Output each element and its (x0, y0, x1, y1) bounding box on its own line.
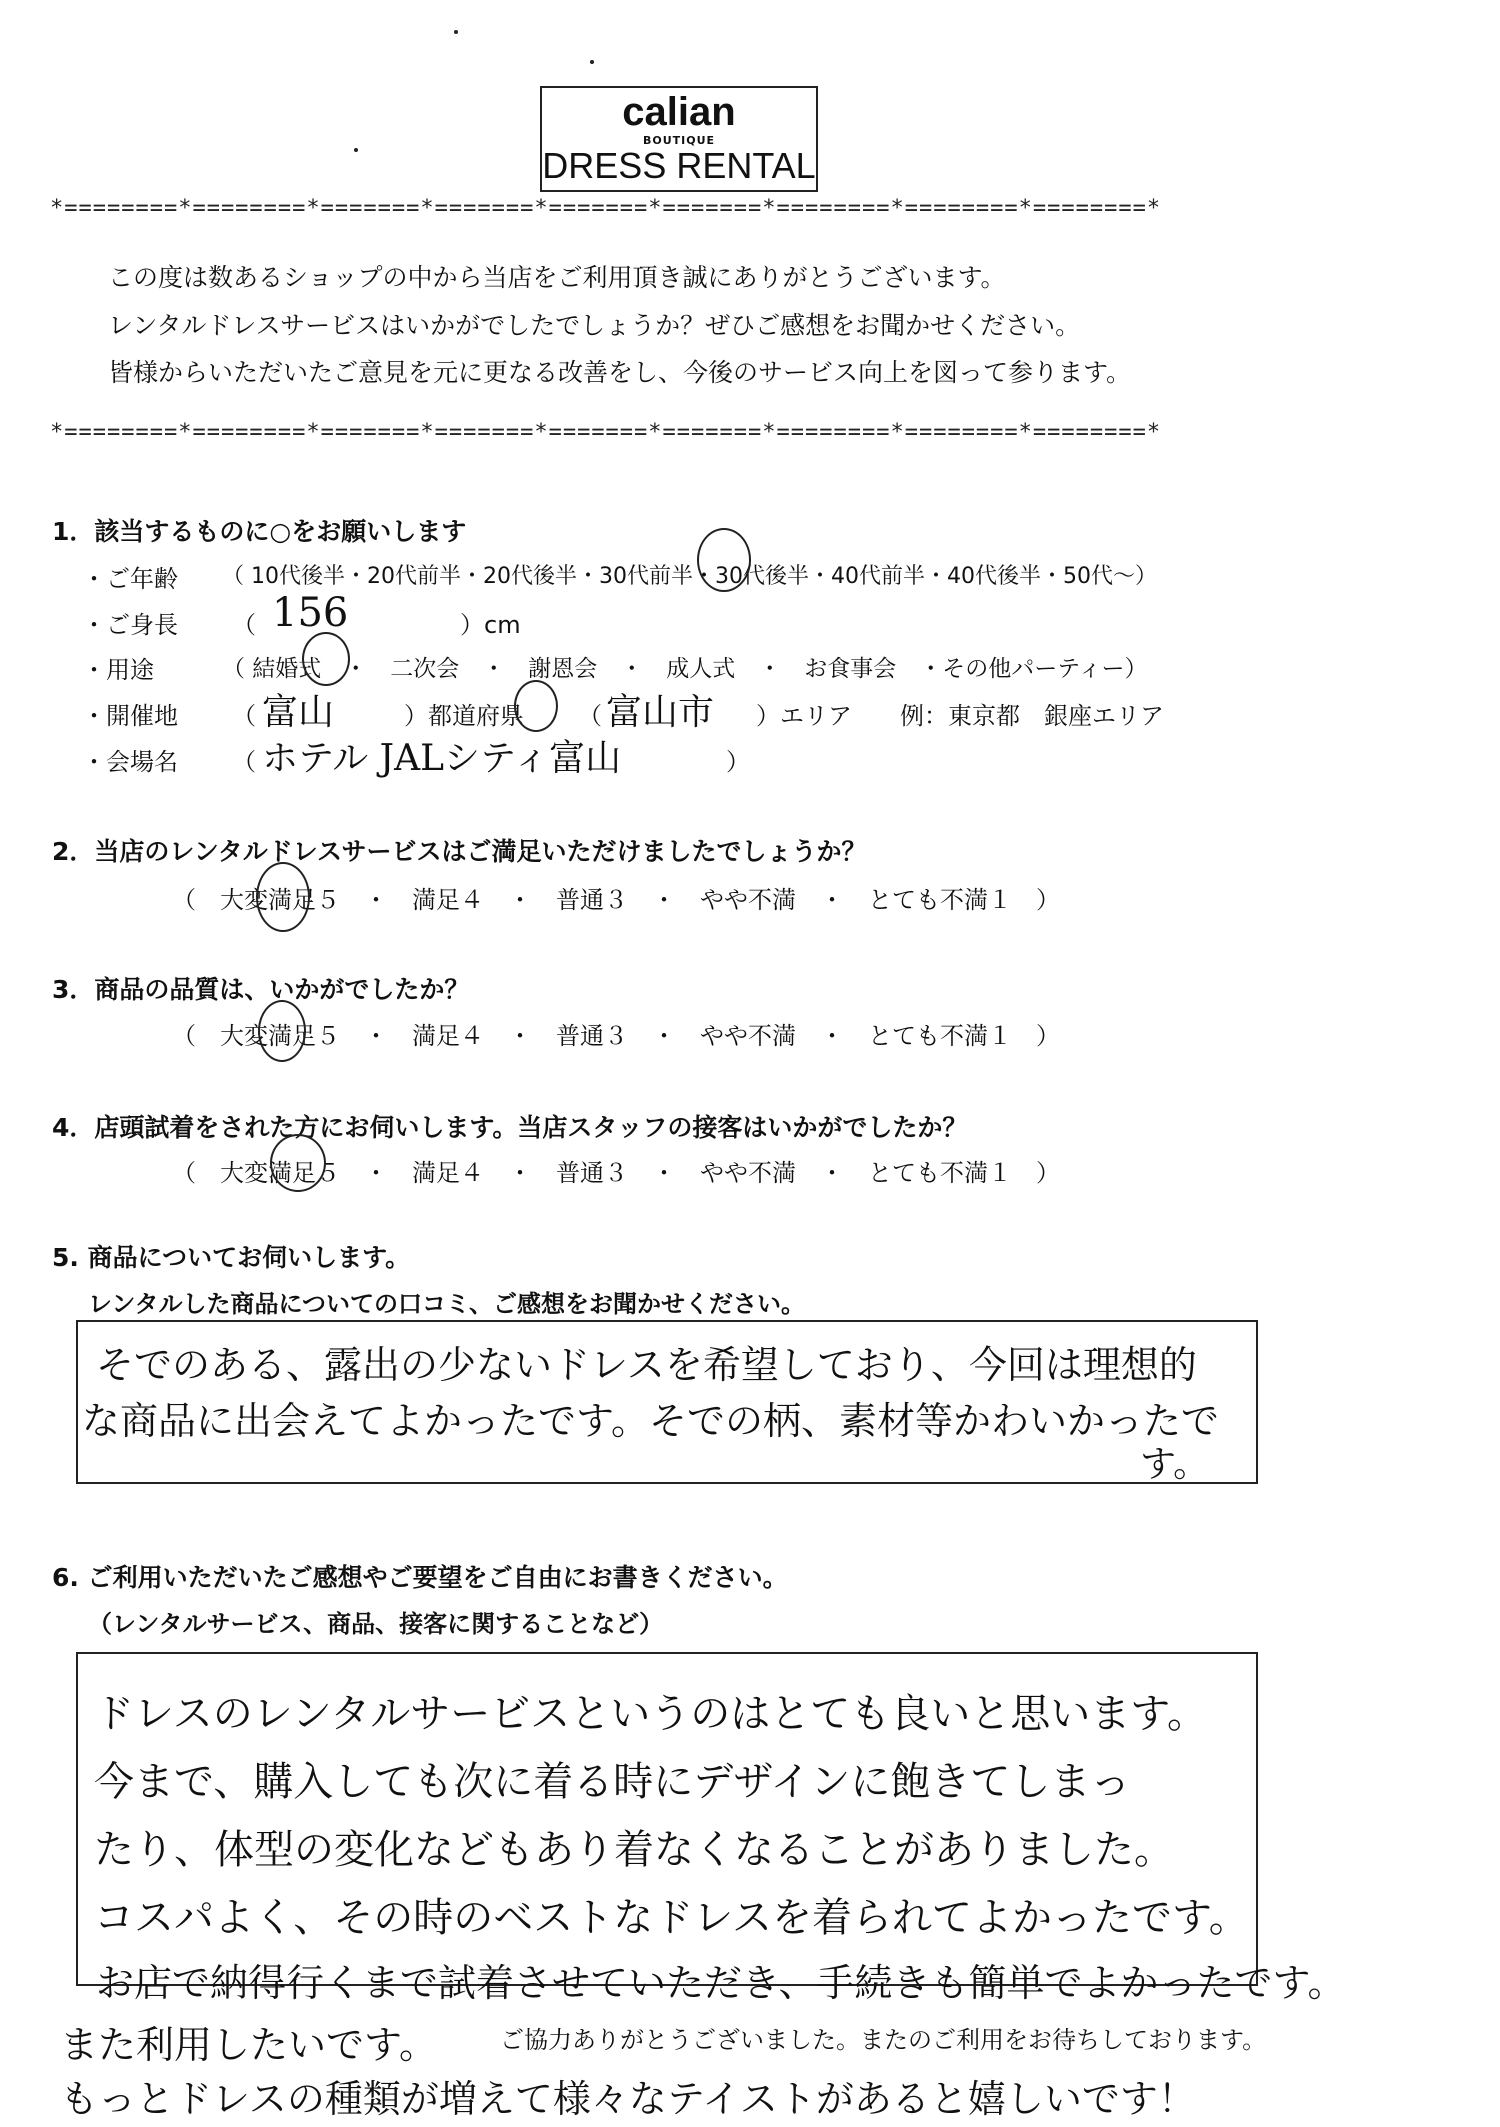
q5-answer-line-3: す。 (1140, 1444, 1210, 1485)
intro-line-1: この度は数あるショップの中から当店をご利用頂き誠にありがとうございます。 (108, 263, 1006, 292)
purpose-selection-circle (302, 632, 350, 686)
calian-logo (540, 86, 818, 192)
q2-scale: （ 大変満足５ ・ 満足４ ・ 普通３ ・ やや不満 ・ とても不満１ ） (172, 886, 1060, 914)
q3-title: 3．商品の品質は、いかがでしたか？ (52, 975, 470, 1004)
height-value: 156 (272, 590, 349, 636)
height-unit: ）cm (460, 611, 521, 639)
purpose-label: ・用途 (82, 656, 154, 684)
q5-title: 5. 商品についてお伺いします。 (52, 1243, 411, 1272)
intro-line-2: レンタルドレスサービスはいかがでしたでしょうか？ぜひご感想をお聞かせください。 (108, 311, 1081, 340)
pref-open: （ (232, 702, 256, 730)
logo-sub: BOUTIQUE (642, 134, 716, 147)
q2-title: 2．当店のレンタルドレスサービスはご満足いただけましたでしょうか？ (52, 837, 867, 866)
area-suffix: ）エリア 例：東京都 銀座エリア (756, 702, 1164, 730)
q6-answer-line-7: もっとドレスの種類が増えて様々なテイストがあると嬉しいです！ (60, 2077, 1196, 2121)
purpose-options: （ 結婚式 ・ 二次会 ・ 謝恩会 ・ 成人式 ・ お食事会 ・その他パーティー） (222, 656, 1148, 682)
venue-close: ） (726, 748, 750, 776)
venue-value: ホテル JALシティ富山 (262, 738, 622, 779)
venue-region-label: ・開催地 (82, 702, 178, 730)
venue-open: （ (232, 748, 256, 776)
q3-selection-circle (258, 1000, 306, 1062)
q2-selection-circle (256, 862, 310, 932)
age-selection-circle (697, 528, 751, 592)
speck (354, 148, 358, 152)
q6-prompt: （レンタルサービス、商品、接客に関することなど） (88, 1610, 664, 1638)
q4-title: 4．店頭試着をされた方にお伺いします。当店スタッフの接客はいかがでしたか？ (52, 1113, 968, 1142)
logo-tagline: DRESS RENTAL (542, 145, 816, 186)
area-value: 富山市 (606, 692, 715, 733)
q5-prompt: レンタルした商品についての口コミ、ご感想をお聞かせください。 (88, 1290, 805, 1318)
q6-answer-line-1: ドレスのレンタルサービスというのはとても良いと思います。 (94, 1691, 1207, 1737)
q6-answer-line-5: お店で納得行くまで試着させていただき、手続きも簡単でよかったです。 (96, 1961, 1346, 2005)
closing-text: ご協力ありがとうございました。またのご利用をお待ちしております。 (500, 2026, 1267, 2054)
q3-scale: （ 大変満足５ ・ 満足４ ・ 普通３ ・ やや不満 ・ とても不満１ ） (172, 1022, 1060, 1050)
venue-label: ・会場名 (82, 748, 178, 776)
q6-answer-line-4: コスパよく、その時のベストなドレスを着られてよかったです。 (94, 1895, 1249, 1941)
pref-selection-circle (514, 680, 558, 732)
q5-answer-line-1: そでのある、露出の少ないドレスを希望しており、今回は理想的 (96, 1343, 1197, 1387)
height-label: ・ご身長 (82, 611, 178, 639)
pref-value: 富山 (262, 692, 335, 733)
area-open: （ (578, 702, 602, 730)
q4-scale: （ 大変満足５ ・ 満足４ ・ 普通３ ・ やや不満 ・ とても不満１ ） (172, 1159, 1060, 1187)
divider-bottom: *========*========*=======*=======*=======*=======*========*========*========* (50, 420, 1162, 445)
height-open: （ (232, 611, 256, 639)
age-options: （ 10代後半・20代前半・20代後半・30代前半・30代後半・40代前半・40代後半・50代〜） (222, 564, 1157, 589)
q6-answer-line-6: また利用したいです。 (60, 2023, 437, 2067)
q4-selection-circle (270, 1134, 326, 1192)
q5-answer-line-2: な商品に出会えてよかったです。そでの柄、素材等かわいかったで (82, 1399, 1219, 1443)
pref-suffix: ）都道府県 (404, 702, 524, 730)
age-label: ・ご年齢 (82, 565, 178, 593)
divider-top: *========*========*=======*=======*=======*=======*========*========*========* (50, 196, 1162, 221)
speck (590, 60, 594, 64)
intro-line-3: 皆様からいただいたご意見を元に更なる改善をし、今後のサービス向上を図って参ります。 (108, 358, 1132, 387)
q1-title: 1．該当するものに○をお願いします (52, 517, 467, 546)
speck (454, 30, 458, 34)
q6-answer-line-2: 今まで、購入しても次に着る時にデザインに飽きてしまっ (94, 1759, 1131, 1805)
q6-title: 6. ご利用いただいたご感想やご要望をご自由にお書きください。 (52, 1563, 788, 1592)
logo-brand: calian (622, 90, 736, 134)
q6-answer-line-3: たり、体型の変化などもあり着なくなることがありました。 (94, 1827, 1174, 1873)
